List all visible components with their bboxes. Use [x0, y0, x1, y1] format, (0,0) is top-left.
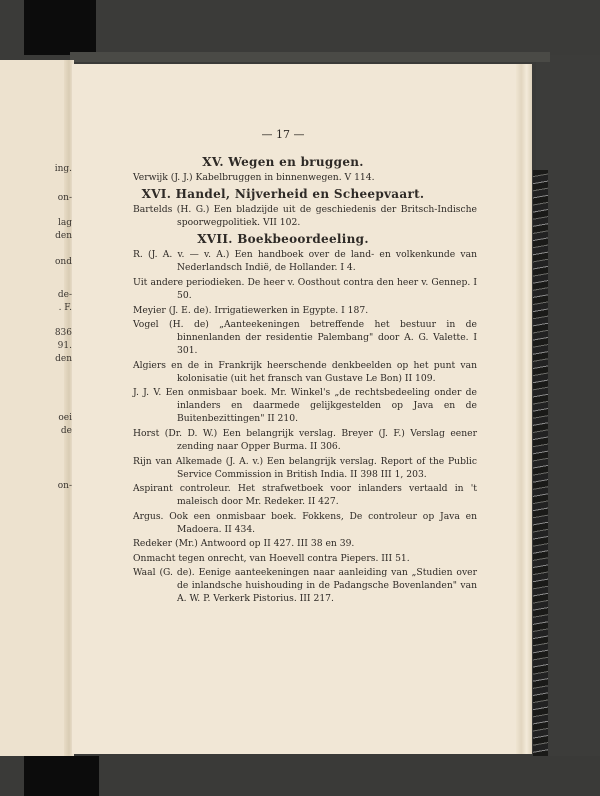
fragment: de-: [57, 290, 72, 300]
entry: Uit andere periodieken. De heer v. Oosthout contra den heer v. Gennep. I 50.: [133, 276, 477, 302]
fragment: on-: [57, 193, 72, 203]
section-heading: XV. Wegen en bruggen.: [202, 155, 364, 170]
entry: Aspirant controleur. Het strafwetboek voor inlanders vertaald in 't maleisch door Mr. Redeker. II 427.: [133, 483, 477, 508]
fragment: den: [55, 354, 72, 364]
entry: Redeker (Mr.) Antwoord op II 427. III 38 en 39.: [133, 538, 355, 550]
page-content: [133, 128, 553, 607]
entry: Horst (Dr. D. W.) Een belangrijk verslag. Breyer (J. F.) Verslag eener zending naar Opper Burma. II 306.: [133, 427, 477, 453]
entry: Meyier (J. E. de). Irrigatiewerken in Egypte. I 187.: [133, 304, 369, 316]
fragment: lag: [57, 218, 72, 228]
fragment: ing.: [54, 164, 72, 174]
section-heading: XVI. Handel, Nijverheid en Scheepvaart.: [141, 187, 425, 202]
entry: R. (J. A. v. — v. A.) Een handboek over de land- en volkenkunde van Nederlandsch Indië, de Hollander. I 4.: [133, 249, 477, 274]
entry: Verwijk (J. J.) Kabelbruggen in binnenwegen. V 114.: [133, 172, 375, 184]
entry: Argus. Ook een onmisbaar boek. Fokkens, De controleur op Java en Madoera. II 434.: [133, 510, 477, 535]
fragment: ond: [55, 257, 72, 267]
entry: Algiers en de in Frankrijk heerschende denkbeelden op het punt van kolonisatie (uit het fransch van Gustave Le Bon) II 109.: [133, 359, 477, 384]
fragment: 91.: [57, 341, 72, 351]
entry: Rijn van Alkemade (J. A. v.) Een belangrijk verslag. Report of the Public Service Commission in British India. II 398 III 1, 203.: [133, 455, 477, 480]
section-heading: XVII. Boekbeoordeeling.: [197, 232, 369, 247]
page-top-edge: [70, 52, 550, 62]
fragment: . F.: [58, 303, 72, 313]
entry: Bartelds (H. G.) Een bladzijde uit de geschiedenis der Britsch-Indische spoorwegpolitiek. VII 102.: [133, 204, 477, 229]
page-number: — 17 —: [261, 128, 305, 141]
left-page-text-fragments: [0, 0, 72, 796]
entry: Waal (G. de). Eenige aanteekeningen naar aanleiding van „Studien over de inlandsche huishouding in de Padangsche Bovenlanden" van A. W. P. Verkerk Pistorius. III 217.: [133, 567, 477, 605]
fragment: den: [55, 231, 72, 241]
entry: J. J. V. Een onmisbaar boek. Mr. Winkel's „de rechtsbedeeling onder de inlanders en daarmede gelijkgestelden op Java en de Buitenbezittingen" II 210.: [133, 387, 477, 425]
fragment: oei: [58, 413, 72, 423]
entry: Onmacht tegen onrecht, van Hoevell contra Piepers. III 51.: [133, 552, 410, 564]
fragment: 836: [54, 328, 72, 338]
entry: Vogel (H. de) „Aanteekeningen betreffende het bestuur in de binnenlanden der residentie Palembang" door A. G. Valette. I 301.: [133, 319, 477, 357]
fragment: de: [60, 426, 72, 436]
fragment: on-: [57, 481, 72, 491]
